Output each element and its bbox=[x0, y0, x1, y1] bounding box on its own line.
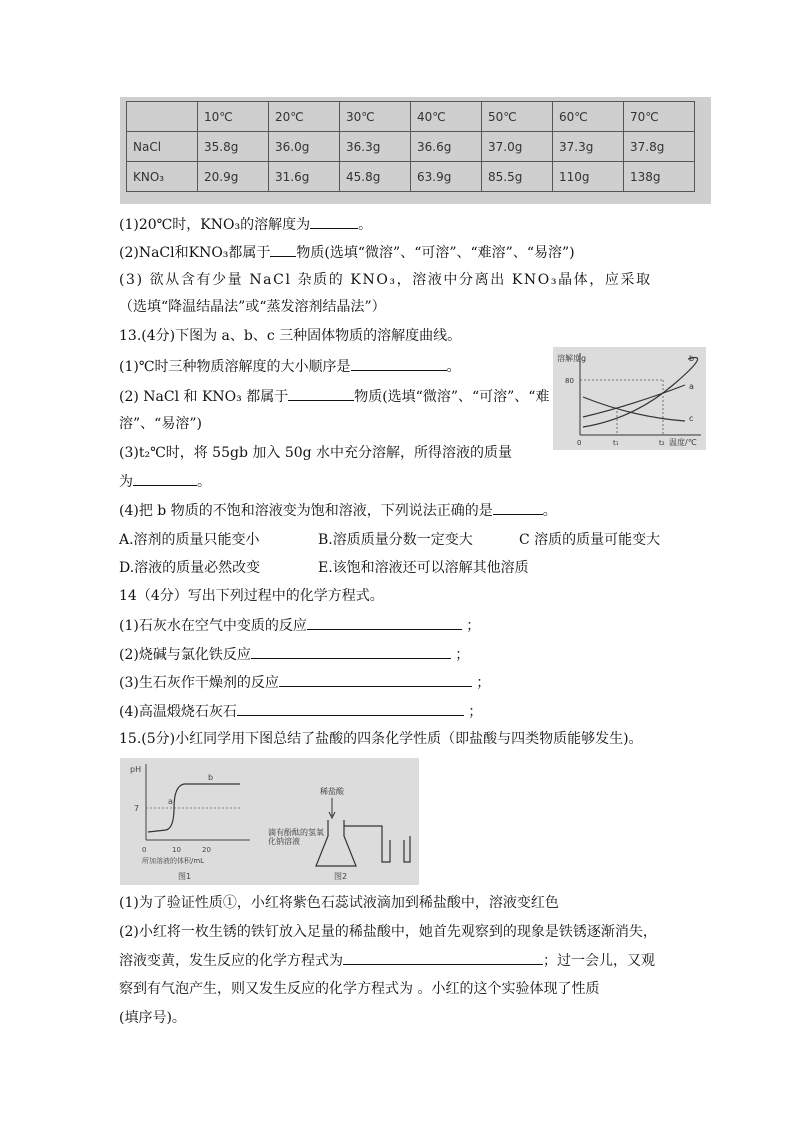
q14-title: 14（4分）写出下列过程中的化学方程式。 bbox=[119, 588, 384, 604]
q12-part1-text: (1)20℃时，KNO₃的溶解度为 bbox=[119, 217, 311, 233]
q13-part1-text: (1)℃时三种物质溶解度的大小顺序是 bbox=[119, 359, 351, 375]
q12-part2-text: (2)NaCl和KNO₃都属于 bbox=[119, 245, 271, 261]
table-cell: KNO₃ bbox=[127, 162, 198, 192]
solubility-curve-svg bbox=[553, 347, 706, 450]
q15-part2b-text: 溶液变黄，发生反应的化学方程式为 bbox=[119, 953, 343, 969]
q13-part2a-end: 物质(选填“微溶”、“可溶”、“难 bbox=[354, 389, 550, 405]
q12-part3a: (3) 欲从含有少量 NaCl 杂质的 KNO₃，溶液中分离出 KNO₃晶体，应采取 bbox=[119, 272, 652, 288]
graph-label-c: c bbox=[689, 414, 694, 423]
solubility-table bbox=[126, 101, 695, 192]
q13-option-e: E.该饱和溶液还可以溶解其他溶质 bbox=[318, 560, 529, 576]
graph-t1: t₁ bbox=[613, 439, 619, 447]
answer-blank[interactable] bbox=[133, 471, 197, 486]
q14-part2-end: ； bbox=[455, 647, 470, 663]
graph-ylabel: 溶解度g bbox=[557, 354, 587, 363]
q13-part1 bbox=[119, 356, 461, 377]
q12-part1-end: 。 bbox=[358, 217, 373, 233]
q15-part1: (1)为了验证性质①，小红将紫色石蕊试液滴加到稀盐酸中，溶液变红色 bbox=[119, 895, 559, 911]
fig1-y7: 7 bbox=[134, 804, 140, 813]
q14-part3 bbox=[119, 672, 490, 693]
table-cell: 60℃ bbox=[553, 102, 624, 132]
solubility-table-photo bbox=[120, 97, 711, 204]
answer-blank[interactable] bbox=[343, 950, 543, 965]
answer-blank[interactable] bbox=[237, 701, 464, 716]
q15-part2b-end: ；过一会儿，又观 bbox=[543, 953, 655, 969]
q13-part3b bbox=[119, 471, 211, 492]
answer-blank[interactable] bbox=[288, 386, 354, 401]
q12-part3b: （选填“降温结晶法”或“蒸发溶剂结晶法”） bbox=[119, 299, 386, 315]
q13-part4-text: (4)把 b 物质的不饱和溶液变为饱和溶液，下列说法正确的是 bbox=[119, 503, 493, 519]
graph-origin: 0 bbox=[577, 439, 582, 447]
q14-part3-end: ； bbox=[476, 675, 491, 691]
table-cell: 30℃ bbox=[340, 102, 411, 132]
table-cell: 36.0g bbox=[269, 132, 340, 162]
q13-part1-end: 。 bbox=[446, 359, 461, 375]
q14-part3-text: (3)生石灰作干燥剂的反应 bbox=[119, 675, 279, 691]
q14-part4-text: (4)高温煅烧石灰石 bbox=[119, 704, 237, 720]
fig2-u-tube bbox=[344, 826, 410, 862]
q13-option-b: B.溶质质量分数一定变大 bbox=[318, 532, 473, 548]
table-cell: 20℃ bbox=[269, 102, 340, 132]
q13-option-d: D.溶液的质量必然改变 bbox=[119, 560, 261, 576]
fig1-x10: 10 bbox=[172, 846, 181, 854]
q15-part2c: 察到有气泡产生，则又发生反应的化学方程式为 。小红的这个实验体现了性质 bbox=[119, 981, 600, 997]
q14-part4-end: ； bbox=[468, 704, 483, 720]
q13-option-c: C 溶质的质量可能变大 bbox=[519, 532, 661, 548]
hydrochloric-acid-figures bbox=[120, 758, 419, 885]
graph-xlabel: 温度/℃ bbox=[669, 438, 697, 447]
q13-part3a: (3)t₂℃时，将 55gb 加入 50g 水中充分溶解，所得溶液的质量 bbox=[119, 445, 513, 461]
table-cell: 50℃ bbox=[482, 102, 553, 132]
answer-blank[interactable] bbox=[351, 356, 447, 371]
table-cell: 10℃ bbox=[198, 102, 269, 132]
curve-b bbox=[583, 357, 698, 427]
table-cell: 37.3g bbox=[553, 132, 624, 162]
answer-blank[interactable] bbox=[251, 644, 451, 659]
q14-part2 bbox=[119, 644, 469, 665]
fig2-acid-label: 稀盐酸 bbox=[320, 787, 344, 796]
q12-part2 bbox=[119, 242, 575, 263]
q13-part3b-end: 。 bbox=[197, 474, 211, 490]
table-cell: 138g bbox=[624, 162, 695, 192]
curve-a bbox=[583, 385, 685, 417]
fig1-xlabel: 所加溶液的体积/mL bbox=[142, 857, 205, 865]
answer-blank[interactable] bbox=[270, 242, 296, 257]
solubility-curve-figure bbox=[553, 347, 706, 450]
answer-blank[interactable] bbox=[307, 615, 462, 630]
fig1-x0: 0 bbox=[142, 846, 147, 854]
table-cell bbox=[127, 102, 198, 132]
fig2-caption: 图2 bbox=[334, 872, 348, 881]
q12-part2-end: 物质(选填“微溶”、“可溶”、“难溶”、“易溶”) bbox=[296, 245, 575, 261]
q15-part2b bbox=[119, 950, 655, 971]
table-cell: 45.8g bbox=[340, 162, 411, 192]
q14-part1-end: ； bbox=[466, 618, 481, 634]
table-cell: 110g bbox=[553, 162, 624, 192]
answer-blank[interactable] bbox=[310, 214, 358, 229]
q13-title: 13.(4分)下图为 a、b、c 三种固体物质的溶解度曲线。 bbox=[119, 328, 462, 344]
q15-part2a: (2)小红将一枚生锈的铁钉放入足量的稀盐酸中，她首先观察到的现象是铁锈逐渐消失， bbox=[119, 924, 657, 940]
table-header-row bbox=[127, 102, 695, 132]
fig1-x20: 20 bbox=[202, 846, 211, 854]
table-cell: 36.6g bbox=[411, 132, 482, 162]
graph-label-b: b bbox=[689, 354, 695, 363]
q15-title: 15.(5分)小红同学用下图总结了盐酸的四条化学性质（即盐酸与四类物质能够发生)。 bbox=[119, 731, 643, 747]
table-cell: 70℃ bbox=[624, 102, 695, 132]
table-cell: 35.8g bbox=[198, 132, 269, 162]
table-cell: 85.5g bbox=[482, 162, 553, 192]
table-row bbox=[127, 162, 695, 192]
q14-part1 bbox=[119, 615, 480, 636]
q13-part2a bbox=[119, 386, 549, 407]
q12-part1 bbox=[119, 214, 372, 235]
fig1-point-b: b bbox=[208, 773, 214, 782]
fig1-caption: 图1 bbox=[178, 872, 192, 881]
q15-part2d: (填序号)。 bbox=[119, 1010, 186, 1026]
table-cell: 36.3g bbox=[340, 132, 411, 162]
graph-y80: 80 bbox=[565, 377, 574, 385]
table-row bbox=[127, 132, 695, 162]
table-cell: 37.8g bbox=[624, 132, 695, 162]
answer-blank[interactable] bbox=[493, 500, 543, 515]
fig1-point-a: a bbox=[168, 797, 173, 806]
answer-blank[interactable] bbox=[279, 672, 472, 687]
table-cell: 37.0g bbox=[482, 132, 553, 162]
q13-part2b: 溶”、“易溶”) bbox=[119, 416, 202, 432]
curve-c bbox=[583, 397, 685, 421]
figures-svg bbox=[120, 758, 419, 885]
fig2-solution-label: 滴有酚酞的氢氧化钠溶液 bbox=[268, 828, 324, 846]
table-cell: 63.9g bbox=[411, 162, 482, 192]
q14-part2-text: (2)烧碱与氯化铁反应 bbox=[119, 647, 251, 663]
graph-t2: t₂ bbox=[659, 439, 665, 447]
q14-part4 bbox=[119, 701, 482, 722]
q13-part4 bbox=[119, 500, 557, 521]
table-cell: 40℃ bbox=[411, 102, 482, 132]
fig1-ylabel: pH bbox=[130, 765, 142, 774]
graph-label-a: a bbox=[689, 382, 694, 391]
q14-part1-text: (1)石灰水在空气中变质的反应 bbox=[119, 618, 307, 634]
q13-option-a: A.溶剂的质量只能变小 bbox=[119, 532, 260, 548]
q13-part2a-text: (2) NaCl 和 KNO₃ 都属于 bbox=[119, 389, 289, 405]
q13-part3b-text: 为 bbox=[119, 474, 133, 490]
table-cell: 20.9g bbox=[198, 162, 269, 192]
table-cell: NaCl bbox=[127, 132, 198, 162]
q13-part4-end: 。 bbox=[542, 503, 557, 519]
table-cell: 31.6g bbox=[269, 162, 340, 192]
